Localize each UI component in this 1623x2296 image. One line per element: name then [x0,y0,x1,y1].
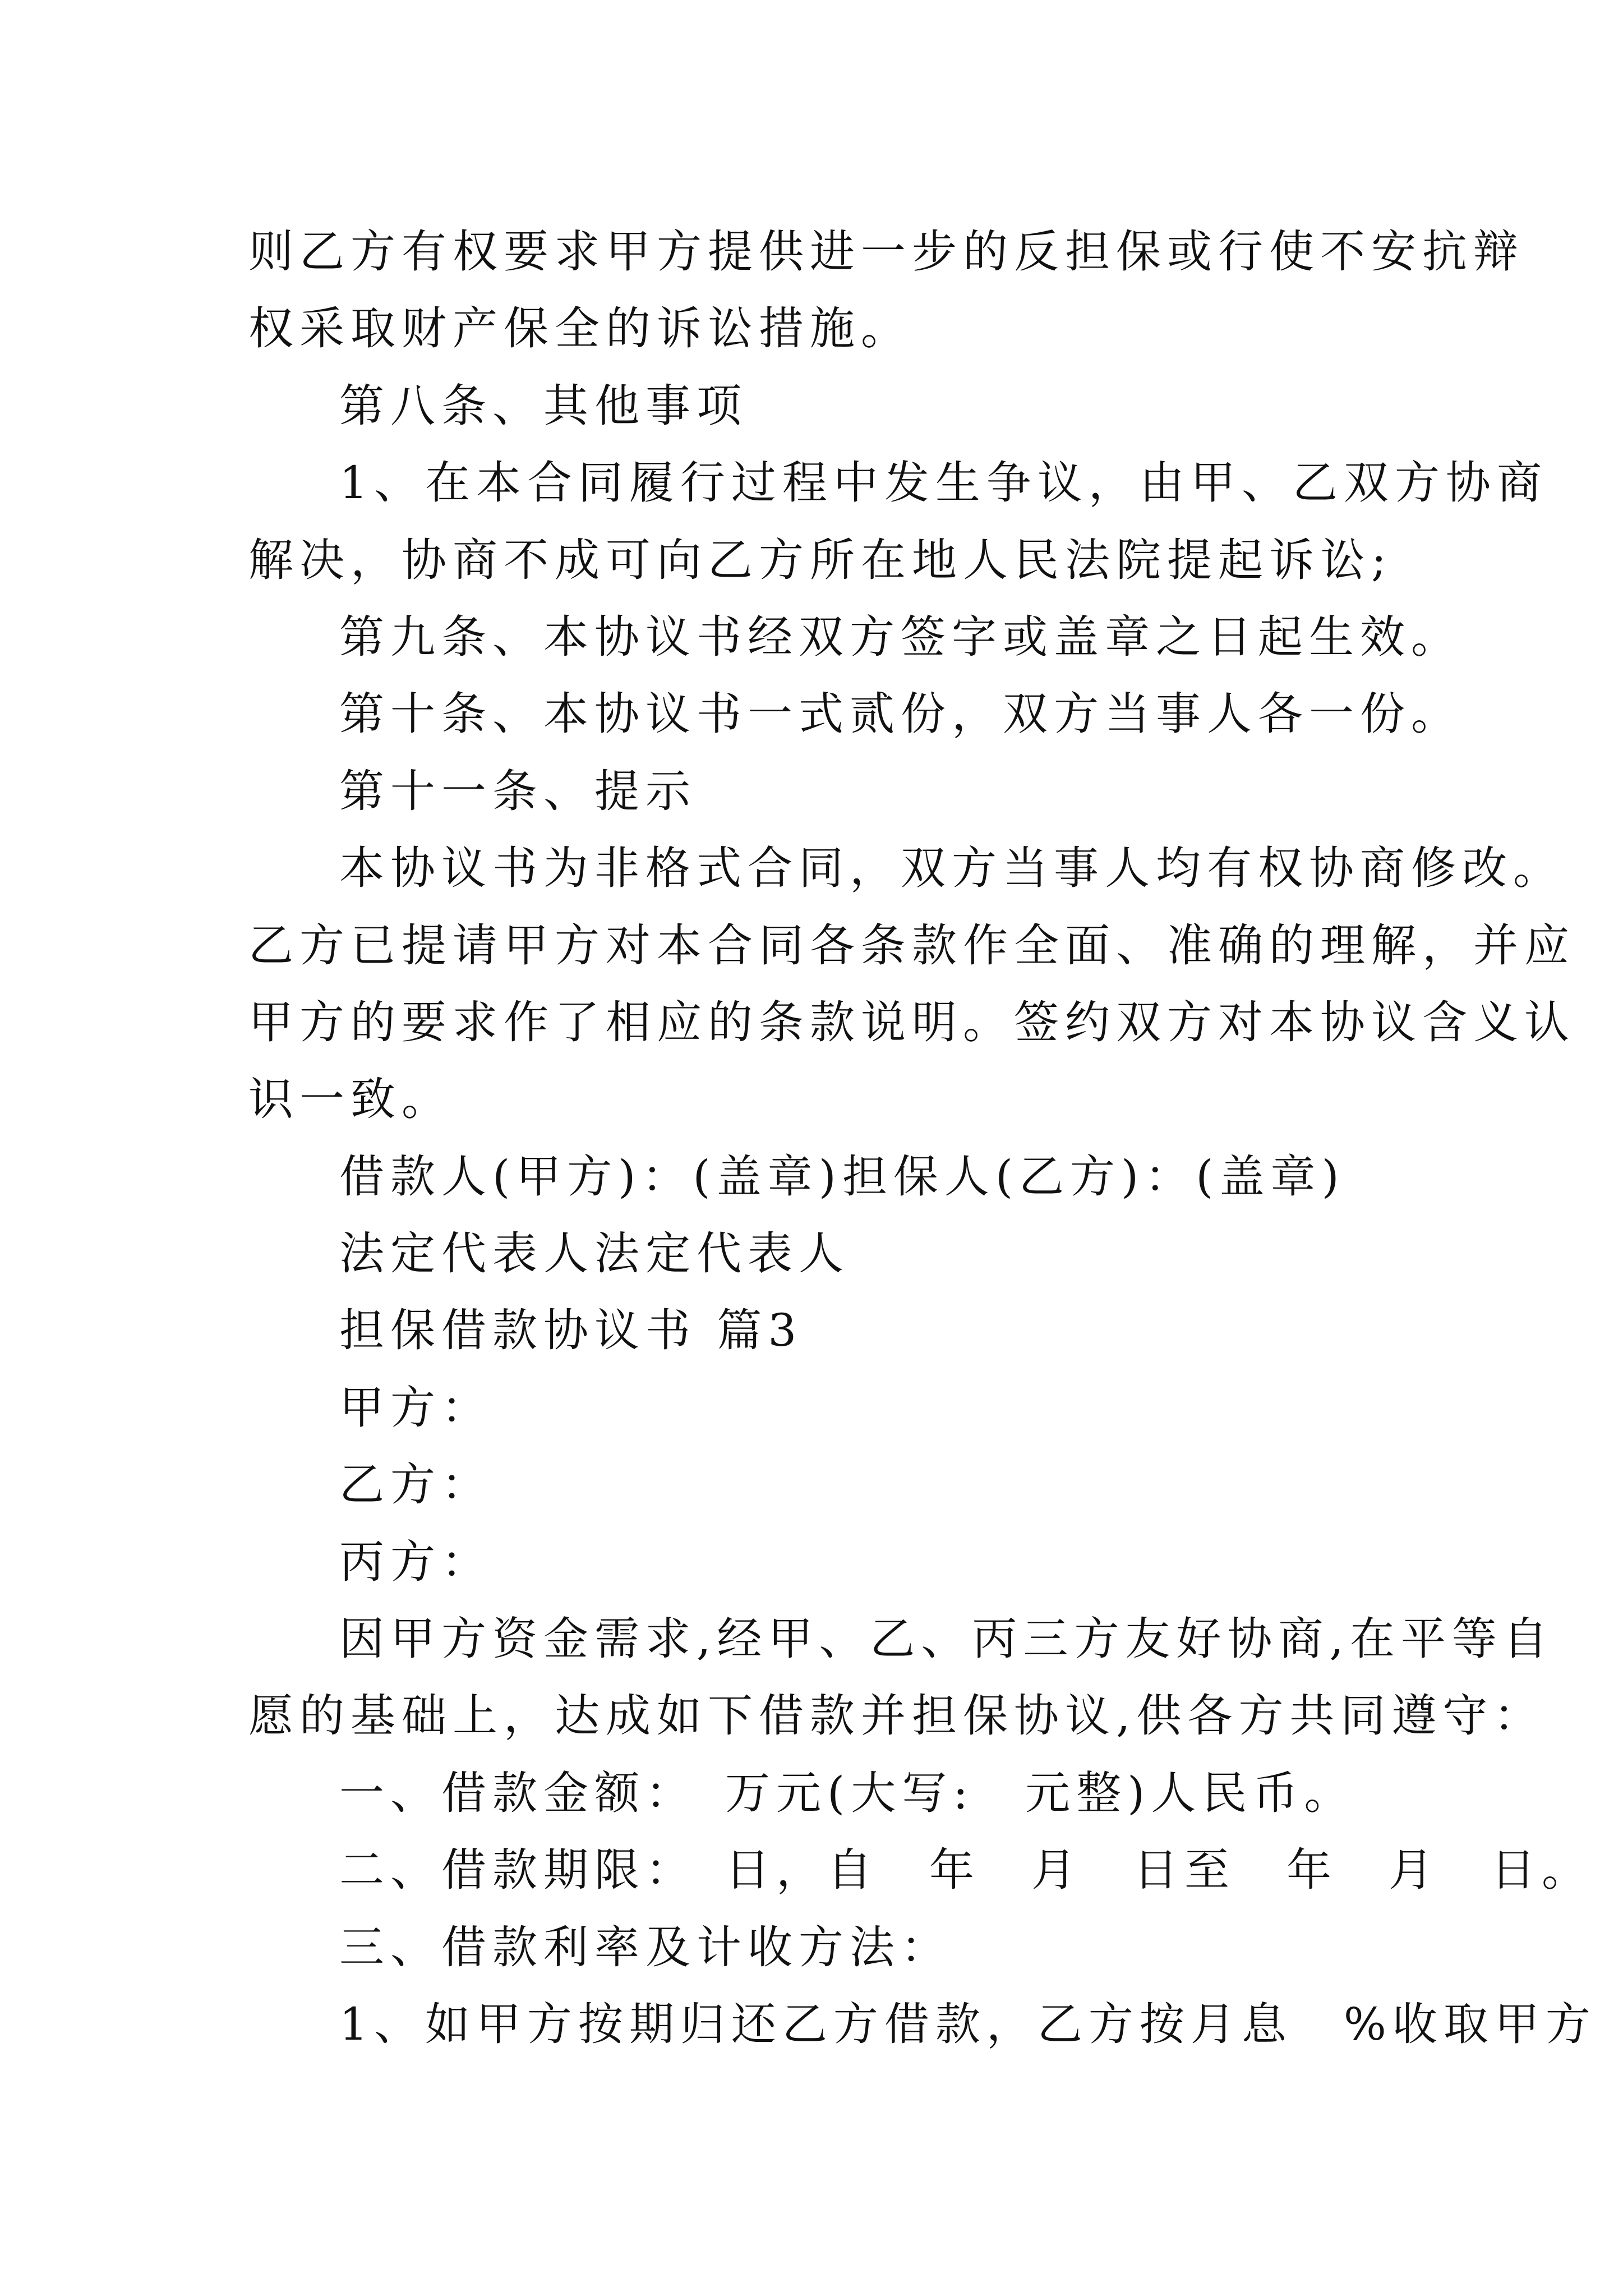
party-line: 丙方： [339,1535,492,1588]
text-line: 乙方已提请甲方对本合同各条款作全面、准确的理解，并应 [248,919,1575,972]
clause-line: 一、借款金额： 万元(大写: 元整)人民币。 [339,1766,1355,1819]
party-line: 甲方： [339,1381,492,1434]
text-line: 权采取财产保全的诉讼措施。 [248,302,912,355]
clause-line: 三、借款利率及计收方法： [339,1921,952,1973]
article-heading: 第十条、本协议书一式贰份，双方当事人各一份。 [339,688,1462,740]
text-line: 1、在本合同履行过程中发生争议，由甲、乙双方协商 [339,457,1548,509]
text-line: 解决，协商不成可向乙方所在地人民法院提起诉讼; [248,533,1393,586]
clause-line: 二、借款期限： 日，自 年 月 日至 年 月 日。 [339,1844,1593,1897]
text-line: 则乙方有权要求甲方提供进一步的反担保或行使不安抗辩 [248,226,1524,278]
section-title: 担保借款协议书 篇3 [339,1304,803,1357]
article-heading: 第九条、本协议书经双方签字或盖章之日起生效。 [339,610,1462,663]
text-line: 本协议书为非格式合同，双方当事人均有权协商修改。 [339,842,1564,895]
text-line: 甲方的要求作了相应的条款说明。签约双方对本协议含义认 [248,996,1575,1048]
article-heading: 第十一条、提示 [339,765,697,817]
clause-line: 1、如甲方按期归还乙方借款，乙方按月息 %收取甲方 [339,1998,1597,2050]
party-line: 乙方： [339,1458,492,1511]
signature-line: 借款人(甲方)：(盖章)担保人(乙方)：(盖章) [339,1150,1345,1203]
text-line: 愿的基础上，达成如下借款并担保协议,供各方共同遵守： [248,1690,1545,1742]
article-heading: 第八条、其他事项 [339,379,748,432]
document-body [248,213,1597,2063]
text-line: 识一致。 [248,1073,453,1126]
signature-line: 法定代表人法定代表人 [339,1227,850,1280]
text-line: 因甲方资金需求,经甲、乙、丙三方友好协商,在平等自 [339,1613,1554,1665]
